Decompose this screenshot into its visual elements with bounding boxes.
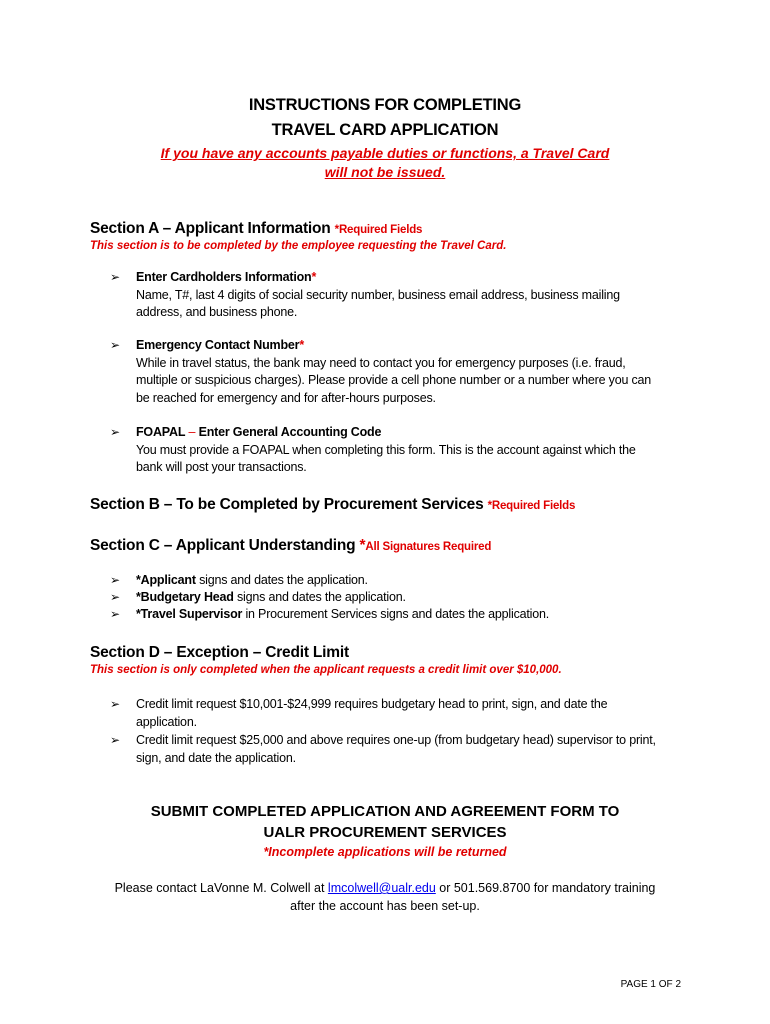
item-text: While in travel status, the bank may need to contact you for emergency purposes (i.e. fraud, xyxy=(136,355,626,370)
item-text: bank will post your transactions. xyxy=(136,460,307,474)
item-text: in Procurement Services signs and dates the application. xyxy=(242,607,550,621)
arrow-bullet-icon: ➢ xyxy=(110,590,121,604)
item-title: FOAPAL xyxy=(136,425,186,439)
section-a-required: *Required Fields xyxy=(334,224,423,236)
item-text: signs and dates the application. xyxy=(233,590,406,604)
item-text: You must provide a FOAPAL when completing this form. This is the account against which the xyxy=(136,442,636,457)
arrow-bullet-icon: ➢ xyxy=(110,338,121,352)
submit-line1: SUBMIT COMPLETED APPLICATION AND AGREEMENT FORM TO xyxy=(150,803,620,820)
item-bold: *Applicant xyxy=(136,573,196,587)
item-text: Credit limit request $10,001-$24,999 requires budgetary head to print, sign, and date the xyxy=(136,697,608,711)
arrow-bullet-icon: ➢ xyxy=(110,270,121,284)
item-bold: *Budgetary Head xyxy=(136,590,234,604)
item-text: application. xyxy=(136,714,197,729)
section-d-item-limit-1 xyxy=(136,696,676,731)
incomplete-warning: *Incomplete applications will be returned xyxy=(263,845,507,859)
section-a-item-emergency xyxy=(136,337,676,407)
section-d-note: This section is only completed when the applicant requests a credit limit over $10,000. xyxy=(90,664,562,676)
arrow-bullet-icon: ➢ xyxy=(110,607,121,621)
section-a-heading xyxy=(90,220,422,238)
warning-line1: If you have any accounts payable duties or functions, a Travel Card xyxy=(160,145,610,161)
item-dash: – xyxy=(185,425,199,439)
section-a-title: Section A – Applicant Information xyxy=(90,220,331,237)
arrow-bullet-icon: ➢ xyxy=(110,697,121,711)
contact-line1 xyxy=(0,879,770,897)
email-link[interactable]: lmcolwell@ualr.edu xyxy=(327,881,436,895)
section-a-item-foapal xyxy=(136,424,676,477)
section-b-heading xyxy=(90,496,575,514)
item-text: sign, and date the application. xyxy=(136,750,296,765)
section-d-item-limit-2 xyxy=(136,732,676,767)
warning-period: . xyxy=(441,164,446,180)
item-text: Name, T#, last 4 digits of social security number, business email address, business mailing xyxy=(136,287,620,302)
item-title: Emergency Contact Number xyxy=(136,338,300,352)
section-c-item-budgetary-head xyxy=(136,589,676,607)
arrow-bullet-icon: ➢ xyxy=(110,573,121,587)
item-text: be reached for emergency and for after-hours purposes. xyxy=(136,390,436,405)
item-title: Enter General Accounting Code xyxy=(198,425,382,439)
section-a-note: This section is to be completed by the employee requesting the Travel Card. xyxy=(90,240,507,252)
submit-line2: UALR PROCUREMENT SERVICES xyxy=(263,824,507,841)
section-d-heading: Section D – Exception – Credit Limit xyxy=(90,644,349,661)
page-title-line2: TRAVEL CARD APPLICATION xyxy=(271,121,499,139)
arrow-bullet-icon: ➢ xyxy=(110,733,121,747)
item-bold: *Travel Supervisor xyxy=(136,607,243,621)
contact-line2: after the account has been set-up. xyxy=(290,899,480,913)
item-text: multiple or suspicious charges). Please provide a cell phone number or a number where you can xyxy=(136,373,652,387)
contact-text: Please contact LaVonne M. Colwell at xyxy=(114,881,328,895)
section-c-heading xyxy=(90,537,491,555)
section-c-title: Section C – Applicant Understanding xyxy=(90,537,356,554)
warning-line2 xyxy=(0,164,770,180)
item-title: Enter Cardholders Information xyxy=(136,270,312,284)
item-text: signs and dates the application. xyxy=(195,573,368,587)
section-a-item-cardholder xyxy=(136,269,676,322)
section-c-item-travel-supervisor xyxy=(136,606,676,624)
section-b-required: *Required Fields xyxy=(487,500,576,512)
section-b-title: Section B – To be Completed by Procurement Services xyxy=(90,496,484,513)
item-text: Credit limit request $25,000 and above requires one-up (from budgetary head) supervisor to print, xyxy=(136,733,656,747)
warning-line2-text: will not be issued xyxy=(324,164,442,180)
item-text: address, and business phone. xyxy=(136,305,298,319)
section-c-required: All Signatures Required xyxy=(365,541,492,553)
page-number: PAGE 1 OF 2 xyxy=(620,979,681,990)
required-star: * xyxy=(311,270,317,284)
contact-text: or 501.569.8700 for mandatory training xyxy=(435,881,656,895)
arrow-bullet-icon: ➢ xyxy=(110,425,121,439)
section-c-item-applicant xyxy=(136,572,676,590)
required-star: * xyxy=(299,338,304,352)
section-c-star: * xyxy=(359,537,366,554)
page-title-line1: INSTRUCTIONS FOR COMPLETING xyxy=(248,96,522,114)
